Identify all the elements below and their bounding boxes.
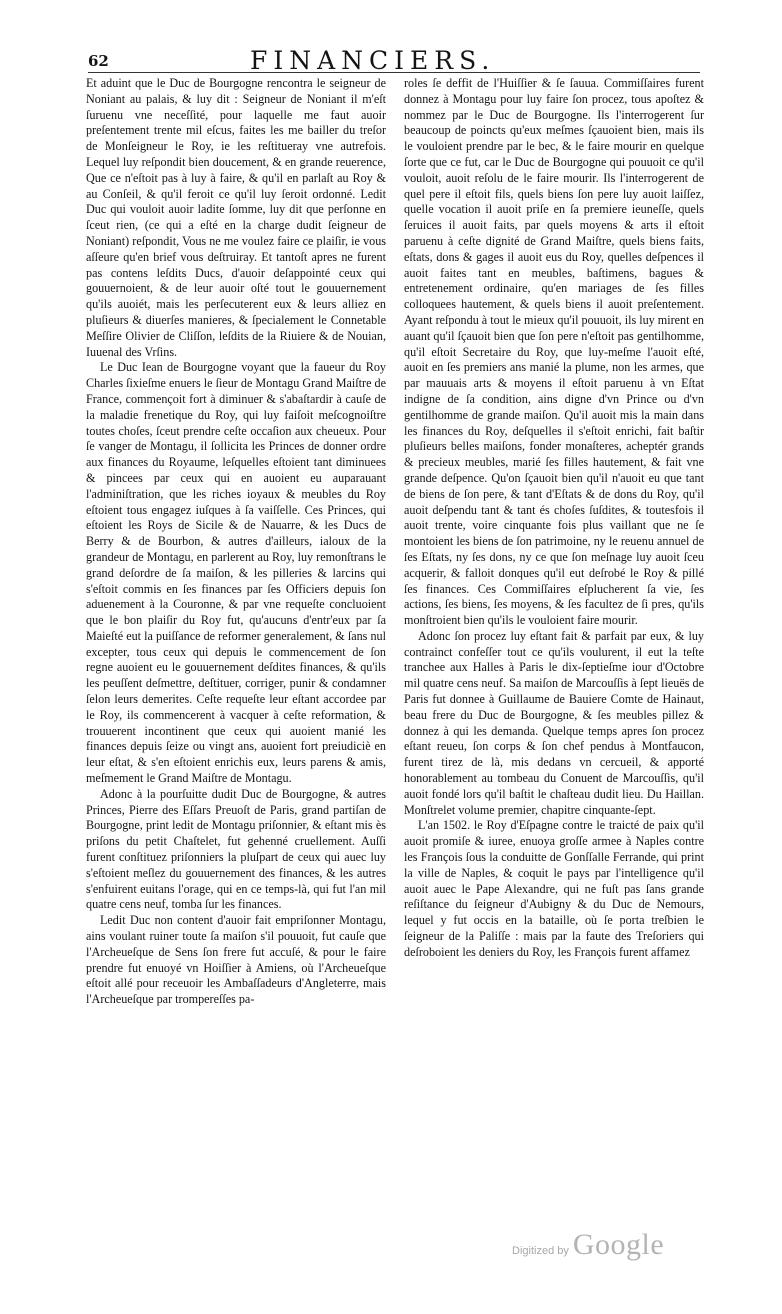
page-number: 62 — [88, 52, 109, 70]
left-column — [86, 76, 386, 1008]
paragraph: Adonc à la pourſuitte dudit Duc de Bourgogne, & autres Princes, Pierre des Eſſars Preuoſt de Paris, grand partiſan de Bourgogne, print ledit de Montagu priſonnier, & eſtant mis ès priſons du petit Chaſtelet, fut gehenné cruellement. Auſſi furent conſtituez priſonniers la pluſpart de ceux qui auec luy s'eſtoient meſlez du gouuernement des finances, & les autres s'enfuirent euitans l'orage, qui en ce temps-là, qui fut l'an mil quatre cens neuf, tomba ſur les finances. — [86, 786, 386, 912]
google-logo: Google — [572, 1228, 665, 1261]
paragraph: roles ſe deffit de l'Huiſſier & ſe ſauua. Commiſſaires furent donnez à Montagu pour luy faire ſon procez, tous apoſtez & nommez par le Duc de Bourgogne. Ils l'interrogerent ſur beaucoup de poincts qu'eux meſmes ſçauoient bien, mais ils le vouloient prendre par le bec, & le faire mourir en quelque ſorte que ce fut, car le Duc de Bourgogne qui pouuoit ce qu'il vouloit, auoit reſolu de le faire mourir. Ils l'interrogerent de quel pere il eſtoit fils, quels biens ſon pere luy auoit laiſſez, quelle vocation il auoit priſe en ſa premiere ieuneſſe, quels ſeruices il auoit faits, par quels moyens & arts il eſtoit paruenu à ceſte dignité de Grand Maiſtre, quels biens faits, eſtats, dons & gages il auoit eus du Roy, quelles deſpences il auoit faites tant en meubles, baſtimens, bagues & entretenement ordinaire, qu'en mariages de ſes filles colloquees hautement, & quels biens il auoit preſentement. Ayant reſpondu à tout le mieux qu'il pouuoit, ils luy mirent en auant qu'il ſçauoit bien que ſon pere n'eſtoit pas gentilhomme, qu'il eſtoit Secretaire du Roy, que luy-meſme l'auoit eſté, auoit en ſes premiers ans manié la plume, non les armes, que par mauuais arts & moyens il eſtoit paruenu à vn Eſtat indigne de ſa condition, ains digne d'vn Prince ou d'vn gentilhomme de grande maiſon. Qu'il auoit mis la main dans les finances du Roy, deſquelles il s'eſtoit enrichi, fait baſtir pluſieurs belles maiſons, fonder monaſteres, acheptér grands & precieux meubles, marié ſes filles hautement, & fait vne grande deſpence. Qu'on ſçauoit bien qu'il n'auoit eu que tant de biens de ſon pere, & tant d'Eſtats & de dons du Roy, qu'il auoit deſpendu tant & tant és choſes ſuſdites, & toutesfois il auoit trente, voire cinquante fois plus vaillant que ne ſe montoient les biens de ſon patrimoine, ny le reuenu annuel de ſes Eſtats, ny ſes dons, ny ce que ſon meſnage luy auoit ſceu acquerir, & falloit donques qu'il eut deſrobé le Roy & pillé ſes finances. Ces Commiſſaires eſplucherent ſa vie, ſes actions, ſes biens, ſes moyens, & ſes facultez de ſi pres, qu'ils monſtroient bien qu'ils le vouloient faire mourir. — [404, 76, 704, 628]
paragraph: Et aduint que le Duc de Bourgogne rencontra le seigneur de Noniant au palais, & luy dit : Seigneur de Noniant il m'eſt ſuruenu vne neceſſité, pour laquelle me faut auoir preſentement trente mil eſcus, faites les me bailler du treſor de Monſeigneur le Roy, ie les reſtitueray vne autrefois. Lequel luy reſpondit bien doucement, & en grande reuerence, Que ce n'eſtoit pas à luy à faire, & qu'il en parlaſt au Roy & au Conſeil, & qu'il feroit ce qu'il luy ſeroit ordonné. Ledit Duc qui vouloit auoir ladite ſomme, luy dit que perſonne en ſceut rien, (ce qui a eſté en la charge dudit ſeigneur de Noniant) reſpondit, Vous ne me voulez faire ce plaiſir, ie vous aſſeure qu'en brief vous deſtruiray. Et tantoſt apres ne furent pas contens leſdits Ducs, d'auoir deſappointé ceux qui gouuernoient, & de leur auoir oſté tout le gouuernement qu'ils auoiét, mais les perſecuterent eux & leurs alliez en pluſieurs & diuerſes manieres, & ſpecialement le Connetable Meſſire Olivier de Cliſſon, leſdits de la Riuiere & de Nouian, Iuuenal des Vrſins. — [86, 76, 386, 359]
right-column — [404, 76, 704, 961]
watermark-prefix: Digitized by — [512, 1245, 569, 1257]
paragraph: Adonc ſon procez luy eſtant fait & parfait par eux, & luy contrainct confeſſer tout ce qu'ils voulurent, il eut la teſte tranchee aux Halles à Paris le dix-ſeptieſme iour d'Octobre mil quatre cens neuf. Sa maiſon de Marcouſſis à ſept lieuës de Paris fut donnee à Guillaume de Bauiere Comte de Hainaut, beau frere du Duc de Bourgogne, & ſes meubles pillez & donnez à qui les demanda. Quelque temps apres ſon procez eſtant reueu, ſon corps & ſon chef pendus à Montfaucon, furent tirez de là, mis dedans vn cercueil, & apporté honorablement au tombeau du Conuent de Marcouſſis, qu'il auoit fondé lors qu'il baſtit le chaſteau dudit lieu. Du Haillan. Monſtrelet volume premier, chapitre cinquante-ſept. — [404, 628, 704, 817]
running-head: FINANCIERS. — [250, 46, 496, 75]
paragraph: Le Duc Iean de Bourgogne voyant que la faueur du Roy Charles ſixieſme enuers le ſieur de Montagu Grand Maiſtre de France, commençoit fort à diminuer & s'abaſtardir à cauſe de la maladie frenetique du Roy, qui luy faiſoit meſcognoiſtre toutes choſes, ſceut prendre ceſte occaſion aux cheueux. Pour ſe vanger de Montagu, il ſollicita les Princes de donner ordre aux finances du Royaume, leſquelles eſtoient tant diminuees & pincees par ceux qui en auoient eu auparauant l'adminiſtration, que les riches ioyaux & meubles du Roy eſtoient tous engagez iuſques à ſa vaiſſelle. Ces Princes, qui eſtoient les Roys de Sicile & de Nauarre, & les Ducs de Berry & de Bourbon, & autres d'ailleurs, ialoux de la grandeur de Montagu, en parlerent au Roy, luy remonſtrans le grand deſordre de ſa maiſon, & les pilleries & larcins qui s'eſtoit commis en ſes finances par ſes Officiers depuis ſon aduenement à la Couronne, & par vne requeſte concluoient que le bon plaiſir du Roy fut, qu'aucuns d'entr'eux par ſa Maieſté eut la puiſſance de reformer generalement, & ſans nul excepter, tous ceux qui depuis le commencement de ſon regne auoient eu le gouuernement deſdites finances, & qu'ils les peuſſent deſmettre, deſtituer, corriger, punir & condamner ſelon leurs demerites. Ceſte requeſte leur eſtant accordee par le Roy, ils commencerent à vacquer à ceſte reformation, & trouuerent incontinent que ceux qui auoient manié les finances depuis ſeize ou vingt ans, auoient fort preiudiciè en leur eſtat, & s'en eſtoient enrichis eux, leurs parens & amis, meſmement le Grand Maiſtre de Montagu. — [86, 360, 386, 786]
paragraph: Ledit Duc non content d'auoir fait empriſonner Montagu, ains voulant ruiner toute ſa maiſon s'il pouuoit, fut cauſe que l'Archeueſque de Sens ſon frere fut accuſé, & pour le faire prendre fut enuoyé vn Hoiſſier à Amiens, où l'Archeueſque eſtoit allé pour receuoir les Ambaſſadeurs d'Angleterre, mais l'Archeueſque par trompereſſes pa- — [86, 913, 386, 1007]
digitized-watermark — [512, 1228, 664, 1262]
header-rule — [88, 72, 700, 73]
paragraph: L'an 1502. le Roy d'Eſpagne contre le traicté de paix qu'il auoit promiſe & iuree, enuoya groſſe armee à Naples contre les François ſous la conduitte de Gonſſalle Ferrande, qui print la ville de Naples, & coquit le pays par l'intelligence qu'il auoit auec le Pape Alexandre, qui ne fuſt pas ſans grande reſiſtance du ſeigneur d'Aubigny & du Duc de Nemours, lequel y fut occis en la bataille, où ſe porta treſbien le ſeigneur de la Paliſſe : mais par la faute des Treſoriers qui deſroboient les deniers du Roy, les François furent affamez — [404, 818, 704, 959]
